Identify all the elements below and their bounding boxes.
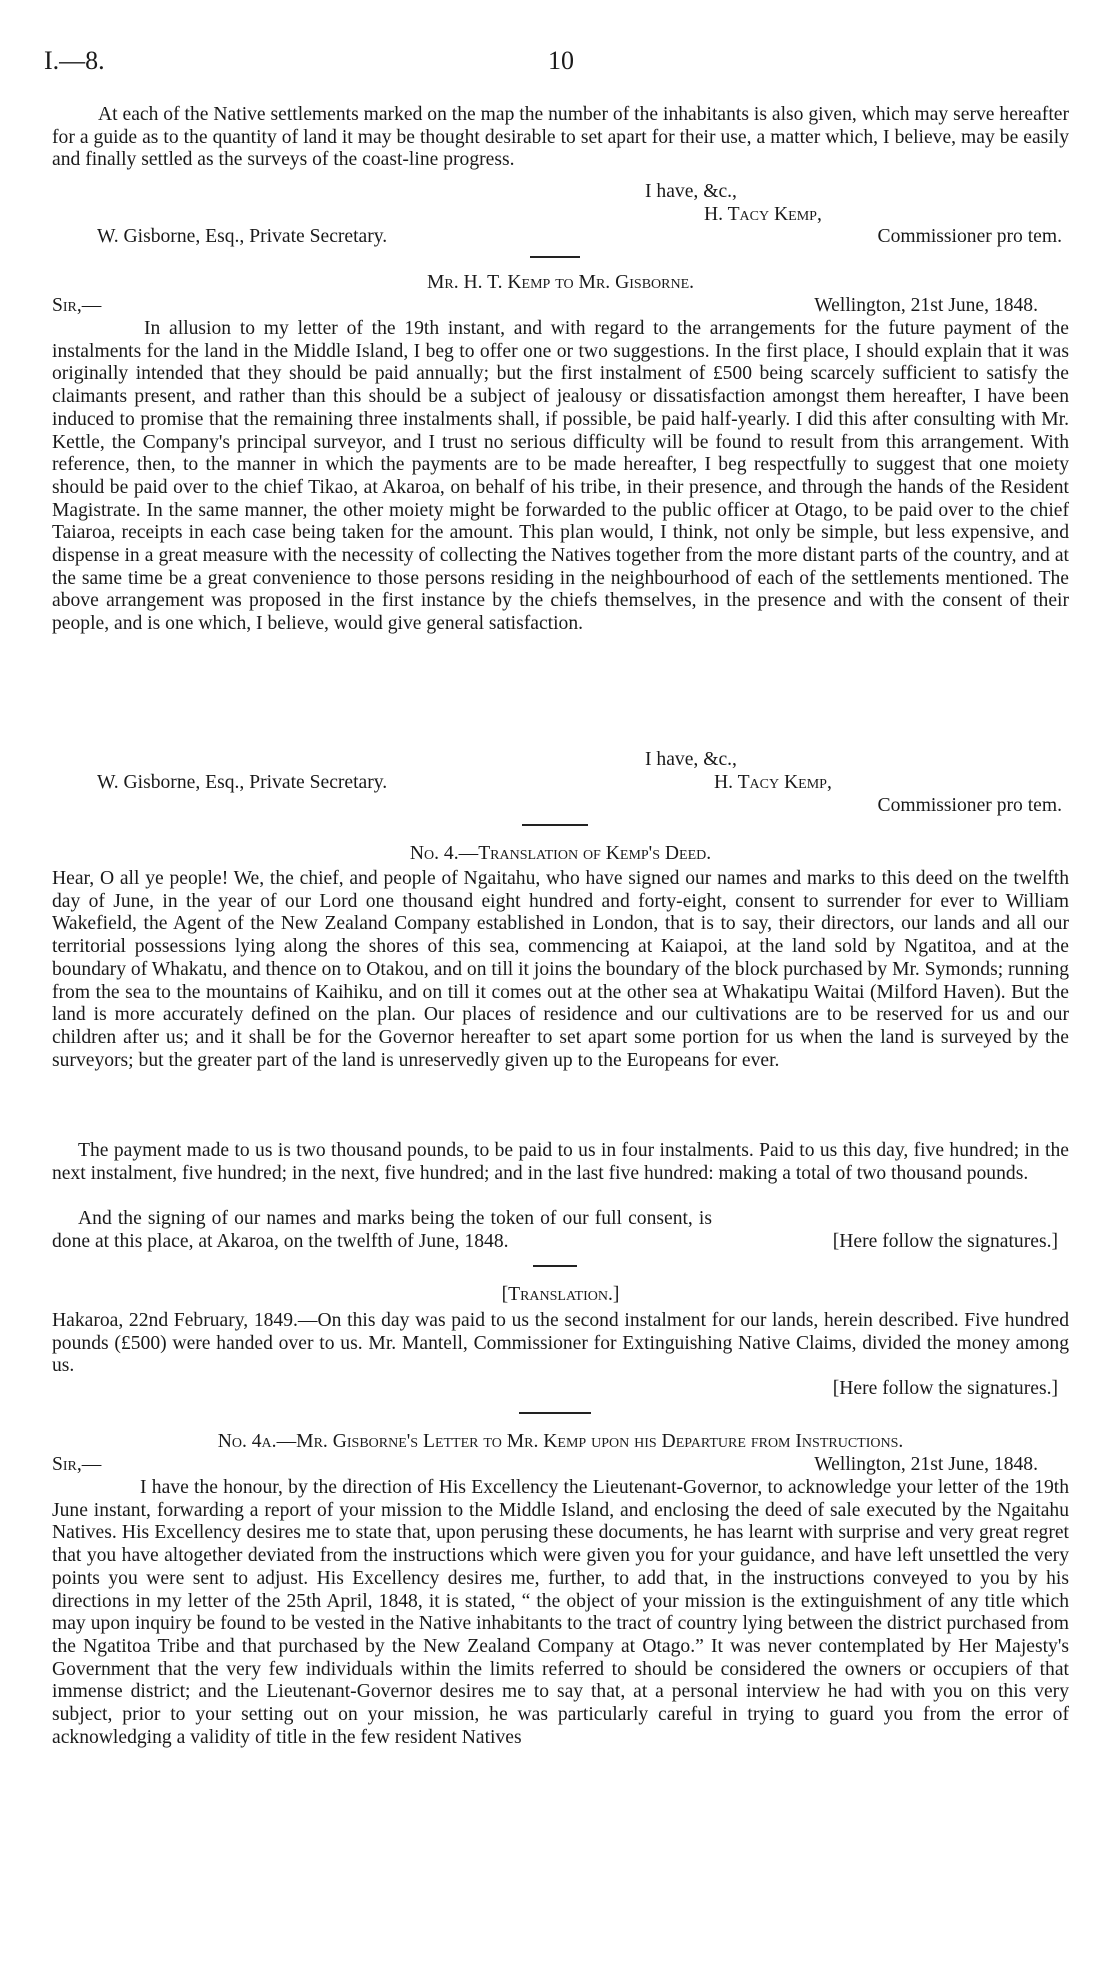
document-reference: I.—8.	[44, 46, 105, 75]
translation-heading: [Translation.]	[501, 1284, 620, 1305]
deed-paragraph-1: Hear, O all ye people! We, the chief, and people of Ngaitahu, who have signed our names and marks to this deed on the twelfth day of June, in the year of our Lord one thousand eight hundred and forty-eight, consent to surrender for ever to William Wakefield, the Agent of the New Zealand Company established in London, that is to say, their directors, our lands and all our territorial possessions lying along the shores of this sea, commencing at Kaiapoi, at the land sold by Ngatitoa, and at the boundary of Whakatu, and thence on to Otakou, and on till it joins the boundary of the block purchased by Mr. Symonds; running from the sea to the mountains of Kaihiku, and on till it comes out at the other sea at Whakatipu Waitai (Milford Haven). But the land is more accurately defined on the plan. Our places of residence and our cultivations are to be reserved for us and our children after us; and it shall be for the Governor hereafter to set apart some portion for us when the land is surveyed by the surveyors; but the greater part of the land is unreservedly given up to the Europeans for ever.	[52, 868, 1069, 1071]
page-number: 10	[548, 46, 574, 75]
translation-signatures-note: [Here follow the signatures.]	[832, 1378, 1058, 1399]
intro-signer-title: Commissioner pro tem.	[877, 226, 1062, 247]
letter1-addressee: W. Gisborne, Esq., Private Secretary.	[97, 772, 388, 793]
letter1-signer: H. Tacy Kemp,	[714, 772, 832, 793]
deed-signatures-note: [Here follow the signatures.]	[832, 1231, 1058, 1252]
letter2-place-date: Wellington, 21st June, 1848.	[814, 1454, 1038, 1475]
section-rule	[522, 824, 588, 826]
intro-addressee: W. Gisborne, Esq., Private Secretary.	[97, 226, 388, 247]
letter1-body: In allusion to my letter of the 19th instant, and with regard to the arrangements for the future payment of the instalments for the land in the Middle Island, I beg to offer one or two suggestions. In the first place, I should explain that it was originally intended that they should be paid annually; but the first instalment of £500 being scarcely sufficient to satisfy the claimants present, and rather than this should be a subject of jealousy or dissatisfaction amongst them hereafter, I have been induced to promise that the remaining three instalments shall, if possible, be paid half-yearly. I did this after consulting with Mr. Kettle, the Company's principal surveyor, and I trust no serious difficulty will be found to result from this arrangement. With reference, then, to the manner in which the payments are to be made hereafter, I beg respectfully to suggest that one moiety should be paid over to the chief Tikao, at Akaroa, on behalf of his tribe, in their presence, and through the hands of the Resident Magistrate. In the same manner, the other moiety might be forwarded to the public officer at Otago, to be paid over to the chief Taiaroa, receipts in each case being taken for the amount. This plan would, I think, not only be simple, but less expensive, and dispense in a great measure with the necessity of collecting the Natives together from the more distant parts of the country, and at the same time be a great convenience to those persons residing in the neighbourhood of each of the settlements mentioned. The above arrangement was proposed in the first instance by the chiefs themselves, in the presence and with the consent of their people, and is one which, I believe, would give general satisfaction.	[52, 318, 1069, 635]
letter2-heading: No. 4a.—Mr. Gisborne's Letter to Mr. Kemp upon his Departure from Instructions.	[217, 1431, 904, 1452]
letter1-signer-title: Commissioner pro tem.	[877, 795, 1062, 816]
deed-paragraph-3: And the signing of our names and marks being the token of our full consent, is done at this place, at Akaroa, on the twelfth of June, 1848.	[52, 1208, 712, 1252]
intro-closing: I have, &c.,	[645, 181, 737, 202]
deed-heading: No. 4.—Translation of Kemp's Deed.	[409, 843, 712, 864]
section-rule	[533, 1265, 577, 1267]
letter1-salutation: Sir,—	[52, 295, 102, 316]
letter1-closing: I have, &c.,	[645, 749, 737, 770]
intro-signer: H. Tacy Kemp,	[704, 204, 822, 225]
intro-paragraph: At each of the Native settlements marked on the map the number of the inhabitants is also given, which may serve hereafter for a guide as to the quantity of land it may be thought desirable to set apart for their use, a matter which, I believe, may be easily and finally settled as the surveys of the coast-line progress.	[52, 104, 1069, 171]
translation-body: Hakaroa, 22nd February, 1849.—On this day was paid to us the second instalment for our lands, herein described. Five hundred pounds (£500) were handed over to us. Mr. Mantell, Commissioner for Extinguishing Native Claims, divided the money among us.	[52, 1310, 1069, 1377]
deed-paragraph-2: The payment made to us is two thousand pounds, to be paid to us in four instalments. Paid to us this day, five hundred; in the next instalment, five hundred; in the next, five hundred; and in the last five hundred: making a total of two thousand pounds.	[52, 1140, 1069, 1184]
section-rule	[530, 256, 580, 258]
letter2-salutation: Sir,—	[52, 1454, 102, 1475]
letter1-place-date: Wellington, 21st June, 1848.	[814, 295, 1038, 316]
section-rule	[519, 1412, 591, 1414]
letter2-body: I have the honour, by the direction of His Excellency the Lieutenant-Governor, to acknowledge your letter of the 19th June instant, forwarding a report of your mission to the Middle Island, and enclosing the deed of sale executed by the Ngaitahu Natives. His Excellency desires me to state that, upon perusing these documents, he has learnt with surprise and very great regret that you have altogether deviated from the instructions which were given you for your guidance, and have left unsettled the very points you were sent to adjust. His Excellency desires me, further, to add that, in the instructions conveyed to you by his directions in my letter of the 25th April, 1848, it is stated, “ the object of your mission is the extinguishment of any title which may upon inquiry be found to be vested in the Native inhabitants to the tract of country lying between the district purchased from the Ngatitoa Tribe and that purchased by the New Zealand Company at Otago.” It was never contemplated by Her Majesty's Government that the very few individuals within the limits referred to should be considered the owners or occupiers of that immense district; and the Lieutenant-Governor desires me to say that, at a personal interview he had with you on this very subject, prior to your setting out on your mission, he was particularly careful in trying to guard you from the error of acknowledging a validity of title in the few resident Natives	[52, 1477, 1069, 1748]
letter1-heading: Mr. H. T. Kemp to Mr. Gisborne.	[426, 272, 695, 293]
